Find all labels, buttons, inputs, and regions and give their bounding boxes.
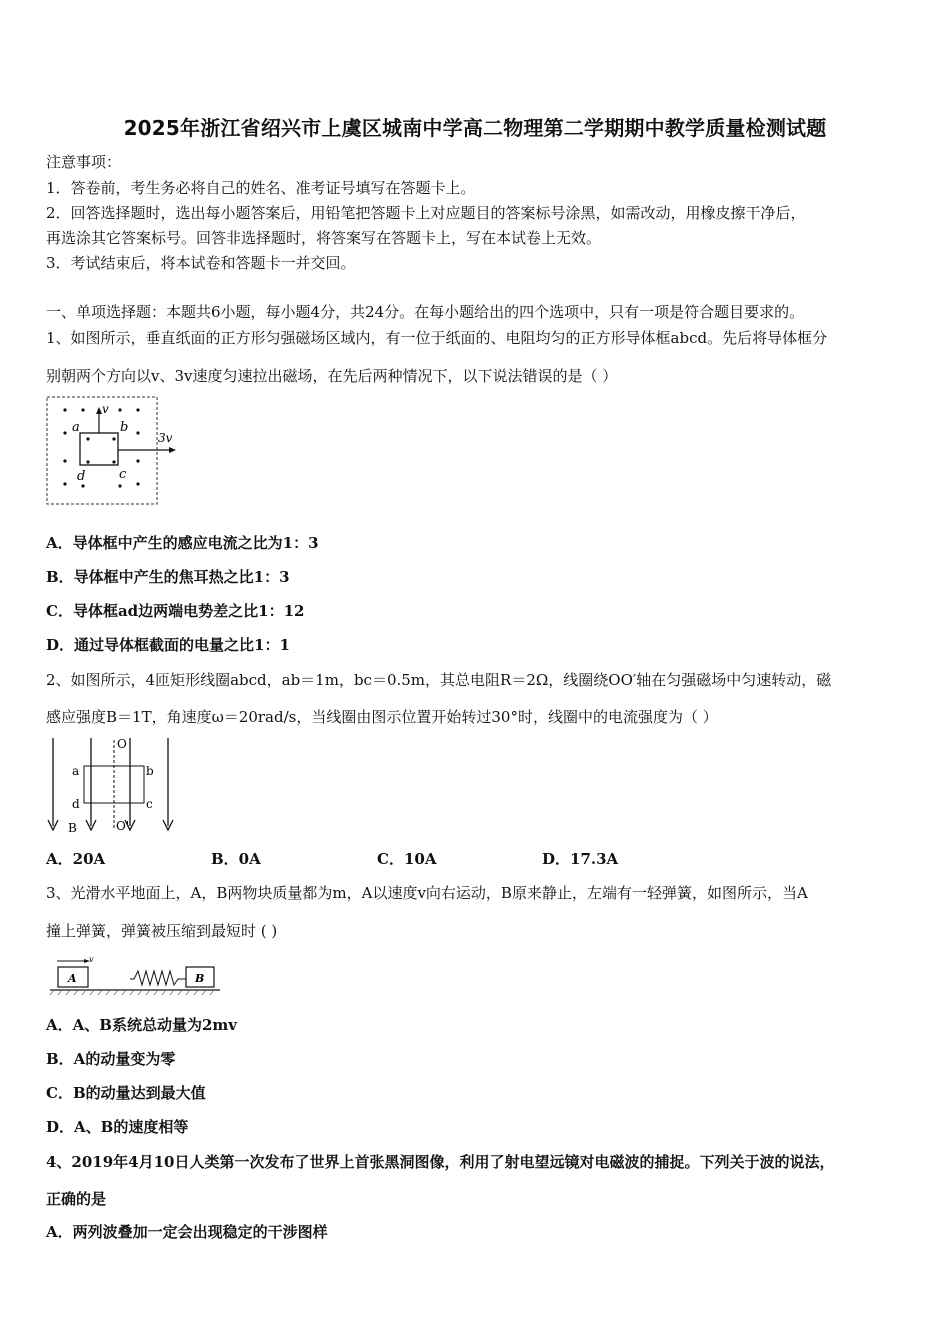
question-2-option: C．10A xyxy=(377,850,437,868)
question-4-text: 正确的是 xyxy=(46,1190,107,1208)
question-1-option: D．通过导体框截面的电量之比1：1 xyxy=(46,636,290,654)
corner-label: c xyxy=(146,797,153,811)
question-2-figure xyxy=(46,736,186,836)
question-3-option: B．A的动量变为零 xyxy=(46,1050,176,1068)
corner-label: a xyxy=(72,764,80,778)
corner-label: a xyxy=(72,420,80,435)
velocity-label: v xyxy=(102,402,109,416)
axis-label: O xyxy=(117,737,127,751)
block-a-label: A xyxy=(68,972,77,985)
question-1-option: A．导体框中产生的感应电流之比为1：3 xyxy=(46,534,319,552)
question-3-text: 撞上弹簧，弹簧被压缩到最短时 ( ) xyxy=(46,922,278,940)
question-1-option: B．导体框中产生的焦耳热之比1：3 xyxy=(46,568,290,586)
note-item: 2．回答选择题时，选出每小题答案后，用铅笔把答题卡上对应题目的答案标号涂黑，如需改动，用橡皮擦干净后， xyxy=(46,204,806,222)
corner-label: d xyxy=(72,797,80,811)
question-3-option: A．A、B系统总动量为2mv xyxy=(46,1016,237,1034)
corner-label: c xyxy=(119,467,127,482)
question-1-text: 1、如图所示，垂直纸面的正方形匀强磁场区域内，有一位于纸面的、电阻均匀的正方形导体框abcd。先后将导体框分 xyxy=(46,329,828,347)
note-item: 3．考试结束后，将本试卷和答题卡一并交回。 xyxy=(46,254,356,272)
question-3-option: D．A、B的速度相等 xyxy=(46,1118,189,1136)
section-heading: 一、单项选择题：本题共6小题，每小题4分，共24分。在每小题给出的四个选项中，只有一项是符合题目要求的。 xyxy=(46,303,805,321)
question-3-option: C．B的动量达到最大值 xyxy=(46,1084,206,1102)
note-item: 1．答卷前，考生务必将自己的姓名、准考证号填写在答题卡上。 xyxy=(46,179,476,197)
question-2-option: D．17.3A xyxy=(542,850,619,868)
corner-label: b xyxy=(120,420,129,435)
question-2-options xyxy=(46,848,906,870)
question-2-text: 感应强度B＝1T，角速度ω＝20rad/s，当线圈由图示位置开始转过30°时，线圈中的电流强度为（ ） xyxy=(46,708,718,726)
question-1-figure xyxy=(46,396,186,508)
question-4-text: 4、2019年4月10日人类第一次发布了世界上首张黑洞图像，利用了射电望远镜对电磁波的捕捉。下列关于波的说法， xyxy=(46,1153,835,1171)
velocity-label: v xyxy=(89,955,94,964)
question-3-figure xyxy=(46,954,221,996)
field-label: B xyxy=(68,821,77,835)
page-title: 2025年浙江省绍兴市上虞区城南中学高二物理第二学期期中教学质量检测试题 xyxy=(123,116,827,140)
note-item: 再选涂其它答案标号。回答非选择题时，将答案写在答题卡上，写在本试卷上无效。 xyxy=(46,229,602,247)
question-2-option: B．0A xyxy=(211,850,261,868)
question-3-text: 3、光滑水平地面上，A，B两物块质量都为m，A以速度v向右运动，B原来静止，左端有一轻弹簧，如图所示，当A xyxy=(46,884,808,902)
velocity-label: 3v xyxy=(158,431,173,445)
question-2-option: A．20A xyxy=(46,850,106,868)
question-1-text: 别朝两个方向以v、3v速度匀速拉出磁场，在先后两种情况下，以下说法错误的是（ ） xyxy=(46,367,618,385)
question-4-option: A．两列波叠加一定会出现稳定的干涉图样 xyxy=(46,1223,328,1241)
question-2-text: 2、如图所示，4匝矩形线圈abcd，ab＝1m，bc＝0.5m，其总电阻R＝2Ω，线圈绕OO′轴在匀强磁场中匀速转动，磁 xyxy=(46,671,832,689)
notes-heading: 注意事项： xyxy=(46,153,122,171)
corner-label: d xyxy=(77,469,86,484)
axis-label: O' xyxy=(116,819,130,833)
corner-label: b xyxy=(146,764,154,778)
question-1-option: C．导体框ad边两端电势差之比1：12 xyxy=(46,602,305,620)
block-b-label: B xyxy=(195,972,205,985)
